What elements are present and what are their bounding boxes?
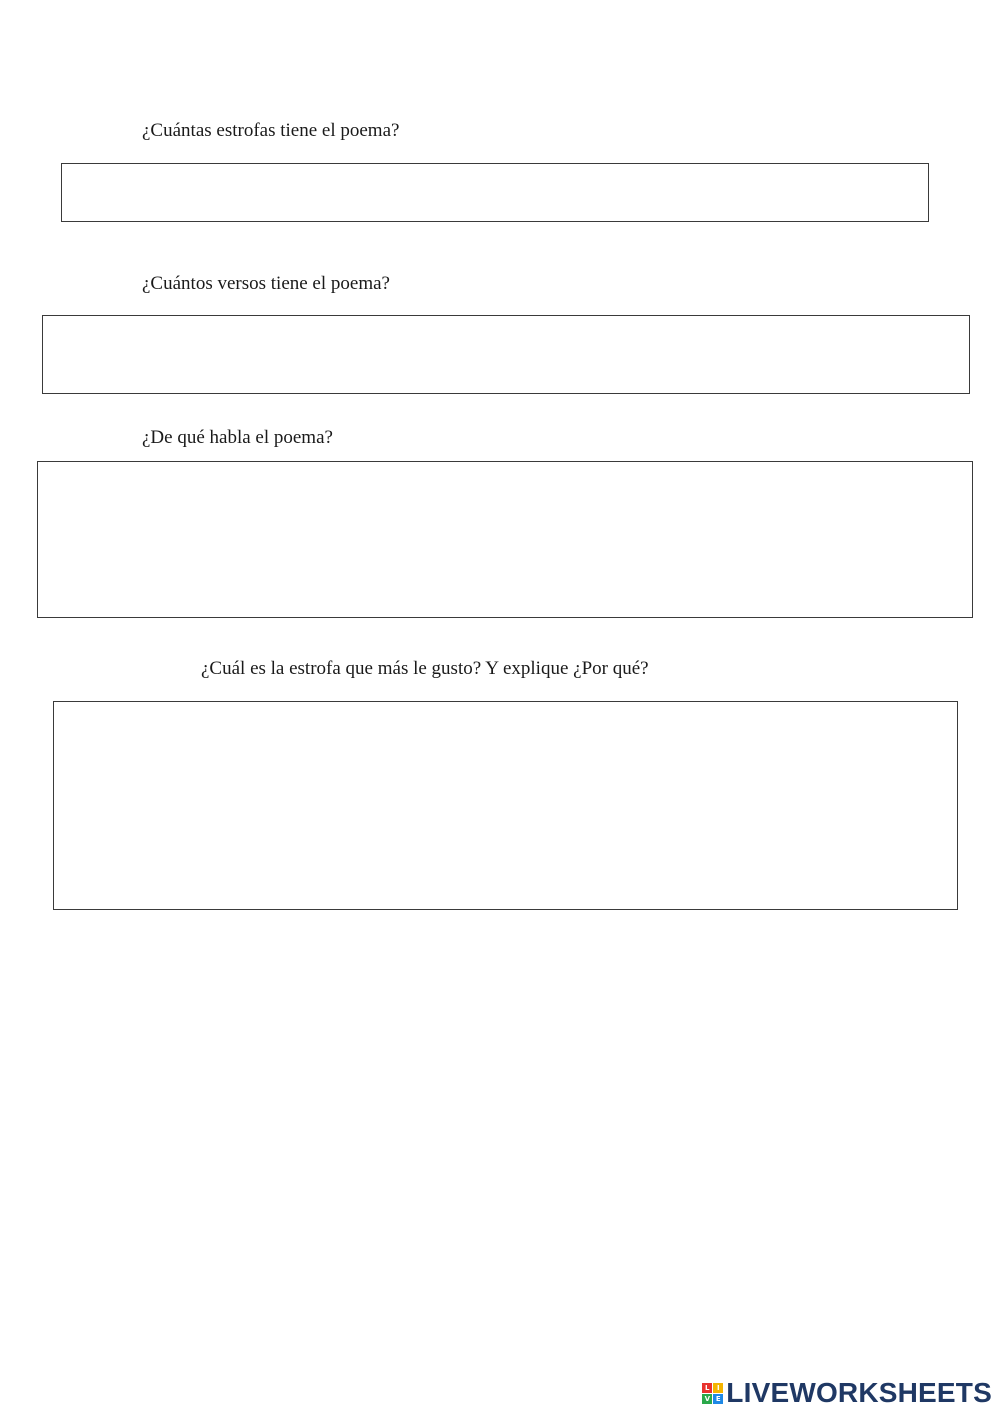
liveworksheets-logo-icon bbox=[702, 1383, 723, 1404]
question-4-text: ¿Cuál es la estrofa que más le gusto? Y explique ¿Por qué? bbox=[201, 658, 649, 679]
answer-box-3[interactable] bbox=[37, 461, 973, 618]
answer-box-1[interactable] bbox=[61, 163, 929, 222]
question-1-text: ¿Cuántas estrofas tiene el poema? bbox=[142, 120, 400, 141]
question-2-text: ¿Cuántos versos tiene el poema? bbox=[142, 273, 390, 294]
logo-letter-l: L bbox=[702, 1383, 712, 1393]
answer-box-2[interactable] bbox=[42, 315, 970, 394]
logo-letter-v: V bbox=[702, 1394, 712, 1404]
logo-letter-i: I bbox=[713, 1383, 723, 1393]
question-3-text: ¿De qué habla el poema? bbox=[142, 427, 333, 448]
brand-name: LIVEWORKSHEETS bbox=[726, 1377, 992, 1408]
answer-box-4[interactable] bbox=[53, 701, 958, 910]
logo-letter-e: E bbox=[713, 1394, 723, 1404]
liveworksheets-brand bbox=[702, 1378, 992, 1408]
